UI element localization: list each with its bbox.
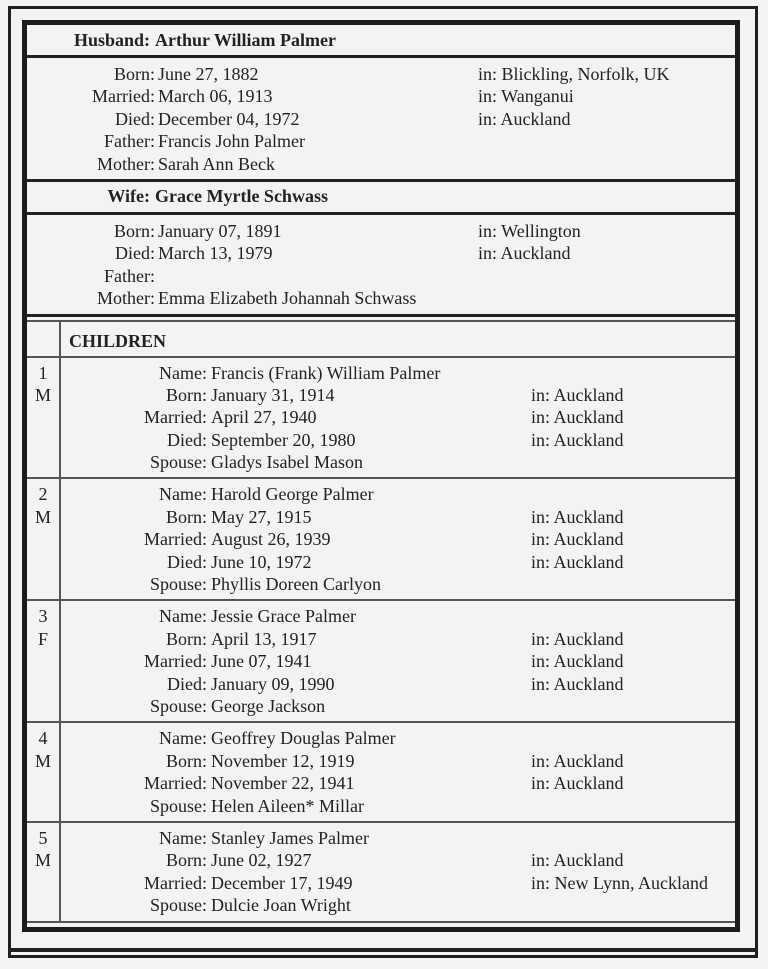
- detail-row: [27, 242, 735, 264]
- child-entry: [27, 823, 735, 923]
- detail-row: [27, 153, 735, 175]
- detail-row: [61, 551, 735, 573]
- wife-label: Wife:: [107, 186, 150, 207]
- child-number-cell: [27, 601, 61, 721]
- field-value: April 27, 1940: [211, 407, 317, 428]
- field-label: Died:: [167, 429, 207, 450]
- husband-details: [27, 58, 735, 179]
- field-value: [155, 265, 478, 287]
- field-label: Died:: [115, 243, 155, 264]
- sheet-frame: [22, 20, 740, 932]
- child-sex: F: [37, 628, 48, 649]
- field-value: November 22, 1941: [211, 773, 355, 794]
- wife-header: [27, 179, 735, 215]
- detail-row: [61, 727, 735, 749]
- detail-row: [61, 827, 735, 849]
- child-entry: [27, 601, 735, 723]
- field-place: in: Auckland: [531, 850, 624, 871]
- field-place: in: Wanganui: [478, 86, 574, 107]
- field-place: in: Blickling, Norfolk, UK: [478, 64, 670, 84]
- field-label: Name:: [159, 484, 207, 505]
- detail-row: [61, 750, 735, 772]
- field-place: in: New Lynn, Auckland: [531, 872, 708, 893]
- field-label: Name:: [159, 728, 207, 749]
- field-place: in: Auckland: [531, 551, 624, 572]
- field-label: Born:: [165, 628, 207, 649]
- child-sex: M: [34, 850, 51, 871]
- detail-row: [61, 894, 735, 916]
- child-number: 5: [38, 827, 48, 848]
- field-label: Spouse:: [149, 452, 207, 473]
- child-details: [61, 823, 735, 921]
- detail-row: [61, 451, 735, 473]
- field-value: Sarah Ann Beck: [158, 153, 275, 174]
- field-label: Born:: [165, 506, 207, 527]
- husband-name: Arthur William Palmer: [155, 29, 336, 50]
- field-value: Dulcie Joan Wright: [211, 895, 351, 916]
- field-value: Francis (Frank) William Palmer: [211, 362, 441, 383]
- wife-details: [27, 215, 735, 314]
- child-details: [61, 479, 735, 599]
- field-label: Married:: [144, 407, 207, 428]
- field-place: in: Auckland: [531, 384, 624, 405]
- field-place: in: Auckland: [531, 529, 624, 550]
- field-label: Married:: [92, 86, 155, 107]
- field-value: March 06, 1913: [158, 86, 273, 107]
- field-label: Married:: [144, 872, 207, 893]
- detail-row: [27, 287, 735, 309]
- children-section: [27, 314, 735, 923]
- field-label: Married:: [144, 773, 207, 794]
- field-value: March 13, 1979: [158, 243, 273, 264]
- field-value: June 27, 1882: [158, 64, 259, 84]
- field-value: April 13, 1917: [211, 628, 317, 649]
- detail-row: [61, 605, 735, 627]
- field-value: Stanley James Palmer: [211, 827, 369, 848]
- children-heading: CHILDREN: [69, 330, 167, 351]
- field-value: June 10, 1972: [211, 551, 312, 572]
- field-label: Married:: [144, 651, 207, 672]
- field-place: in: Auckland: [531, 628, 624, 649]
- field-label: Died:: [167, 673, 207, 694]
- wife-name: Grace Myrtle Schwass: [155, 186, 328, 207]
- child-number: 3: [38, 606, 48, 627]
- detail-row: [61, 628, 735, 650]
- field-value: June 02, 1927: [211, 850, 312, 871]
- detail-row: [61, 483, 735, 505]
- field-place: in: Auckland: [478, 108, 571, 129]
- child-number-cell: [27, 358, 61, 478]
- field-value: Emma Elizabeth Johannah Schwass: [158, 288, 417, 309]
- field-value: November 12, 1919: [211, 750, 355, 771]
- detail-row: [61, 384, 735, 406]
- field-place: in: Auckland: [531, 651, 624, 672]
- child-number: 2: [38, 484, 48, 505]
- detail-row: [27, 220, 735, 242]
- detail-row: [61, 695, 735, 717]
- field-place: in: Wellington: [478, 220, 581, 241]
- field-value: June 07, 1941: [211, 651, 312, 672]
- detail-row: [61, 528, 735, 550]
- child-entry: [27, 723, 735, 823]
- field-place: in: Auckland: [531, 506, 624, 527]
- field-label: Born:: [113, 64, 155, 84]
- field-label: Mother:: [97, 153, 155, 174]
- child-number-cell: [27, 823, 61, 921]
- field-label: Spouse:: [149, 695, 207, 716]
- child-number-cell: [27, 723, 61, 821]
- field-label: Spouse:: [149, 795, 207, 816]
- detail-row: [27, 108, 735, 130]
- field-value: January 07, 1891: [158, 220, 282, 241]
- field-value: Gladys Isabel Mason: [211, 452, 363, 473]
- field-label: Born:: [165, 750, 207, 771]
- field-value: Francis John Palmer: [158, 131, 305, 152]
- field-label: Name:: [159, 362, 207, 383]
- detail-row: [61, 650, 735, 672]
- children-number-column: [27, 322, 61, 356]
- field-value: Helen Aileen* Millar: [211, 795, 364, 816]
- detail-row: [61, 362, 735, 384]
- field-place: in: Auckland: [531, 673, 624, 694]
- detail-row: [27, 63, 735, 85]
- field-label: Spouse:: [149, 574, 207, 595]
- field-value: Geoffrey Douglas Palmer: [211, 728, 396, 749]
- field-value: Jessie Grace Palmer: [211, 606, 356, 627]
- detail-row: [61, 872, 735, 894]
- detail-row: [61, 573, 735, 595]
- detail-row: [27, 85, 735, 107]
- field-label: Died:: [115, 108, 155, 129]
- bottom-rule: [8, 948, 758, 952]
- child-number-cell: [27, 479, 61, 599]
- child-sex: M: [34, 384, 51, 405]
- field-place: in: Auckland: [478, 243, 571, 264]
- field-label: Name:: [159, 606, 207, 627]
- child-details: [61, 723, 735, 821]
- field-value: January 31, 1914: [211, 384, 335, 405]
- detail-row: [61, 795, 735, 817]
- children-list: [27, 358, 735, 923]
- field-value: December 17, 1949: [211, 872, 353, 893]
- field-label: Mother:: [97, 288, 155, 309]
- field-place: in: Auckland: [531, 407, 624, 428]
- child-entry: [27, 479, 735, 601]
- field-place: in: Auckland: [531, 750, 624, 771]
- field-value: January 09, 1990: [211, 673, 335, 694]
- field-label: Died:: [167, 551, 207, 572]
- field-label: Born:: [165, 850, 207, 871]
- field-value: Phyllis Doreen Carlyon: [211, 574, 381, 595]
- child-number: 1: [38, 362, 48, 383]
- field-label: Born:: [113, 220, 155, 241]
- field-label: Father:: [104, 265, 155, 286]
- detail-row: [61, 429, 735, 451]
- child-number: 4: [38, 728, 48, 749]
- husband-label: Husband:: [73, 29, 150, 50]
- detail-row: [61, 673, 735, 695]
- field-label: Father:: [104, 131, 155, 152]
- field-value: May 27, 1915: [211, 506, 312, 527]
- field-value: December 04, 1972: [158, 108, 300, 129]
- field-value: Harold George Palmer: [211, 484, 374, 505]
- field-place: in: Auckland: [531, 773, 624, 794]
- detail-row: [61, 406, 735, 428]
- husband-header: [27, 25, 735, 58]
- child-entry: [27, 358, 735, 480]
- detail-row: [61, 772, 735, 794]
- children-header: [27, 320, 735, 358]
- detail-row: [27, 265, 735, 287]
- field-value: George Jackson: [211, 695, 326, 716]
- detail-row: [61, 506, 735, 528]
- detail-row: [61, 849, 735, 871]
- child-details: [61, 358, 735, 478]
- field-value: September 20, 1980: [211, 429, 356, 450]
- child-sex: M: [34, 506, 51, 527]
- child-details: [61, 601, 735, 721]
- field-label: Married:: [144, 529, 207, 550]
- detail-row: [27, 130, 735, 152]
- child-sex: M: [34, 750, 51, 771]
- field-label: Name:: [159, 827, 207, 848]
- field-value: August 26, 1939: [211, 529, 331, 550]
- field-place: in: Auckland: [531, 429, 624, 450]
- field-label: Born:: [165, 384, 207, 405]
- field-label: Spouse:: [149, 895, 207, 916]
